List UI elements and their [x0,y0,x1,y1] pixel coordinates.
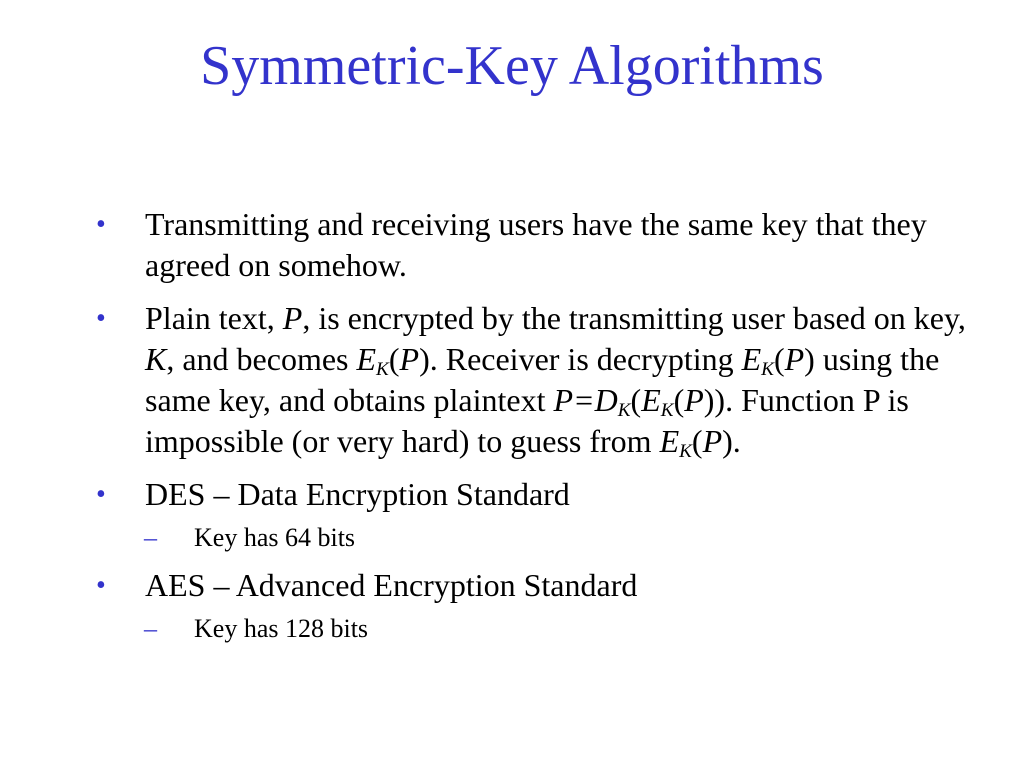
var-p: P [702,423,723,459]
dash-icon: – [144,523,157,552]
var-p: P [684,382,704,418]
text-run: . Function P is impossible (or very hard) to guess from [145,382,909,459]
var-p: P [282,300,303,336]
equals: = [573,382,595,418]
var-e: E [641,382,661,418]
slide-title: Symmetric-Key Algorithms [200,35,824,97]
bullet-text: AES – Advanced Encryption Standard [145,567,638,603]
bullet-item-shared-key [88,204,988,286]
paren: ) [804,341,815,377]
text-run: Plain text, [145,300,283,336]
var-p: P [784,341,805,377]
paren: )) [703,382,726,418]
paren: ( [773,341,785,377]
bullet-text: DES – Data Encryption Standard [145,476,570,512]
text-run: using the same key, and obtains plaintext [145,341,940,418]
dash-icon: – [144,614,157,643]
var-p: P [399,341,420,377]
bullet-item-encryption [88,298,988,462]
text-run: , is encrypted by the transmitting user based on key, [302,300,966,336]
bullet-item-des [88,474,988,515]
paren: ( [630,382,642,418]
subscript-k: K [761,358,774,380]
paren: ( [691,423,703,459]
subscript-k: K [660,399,674,421]
sub-bullet-aes-key [88,612,988,646]
var-e: E [659,423,680,459]
sub-bullet-text: Key has 128 bits [194,614,369,643]
text-run: ) [419,341,430,377]
subscript-k: K [617,399,631,421]
text-run: , and becomes [166,341,357,377]
sub-bullet-des-key [88,521,988,555]
paren: ( [673,382,685,418]
text-run: ). [722,423,741,459]
var-e: E [356,341,377,377]
bullet-icon: • [96,209,106,240]
text-run: . Receiver is decrypting [429,341,742,377]
var-p: P [553,382,574,418]
var-k: K [145,341,167,377]
sub-bullet-text: Key has 64 bits [194,523,356,552]
bullet-icon: • [96,570,106,601]
subscript-k: K [376,358,389,380]
bullet-text [145,300,966,462]
bullet-icon: • [96,479,106,510]
paren: ( [388,341,400,377]
bullet-icon: • [96,303,106,334]
var-d: D [594,382,618,418]
var-e: E [741,341,762,377]
bullet-text: Transmitting and receiving users have the same key that they agreed on somehow. [145,206,927,283]
bullet-list [88,204,988,656]
subscript-k: K [679,440,692,462]
bullet-item-aes [88,565,988,606]
